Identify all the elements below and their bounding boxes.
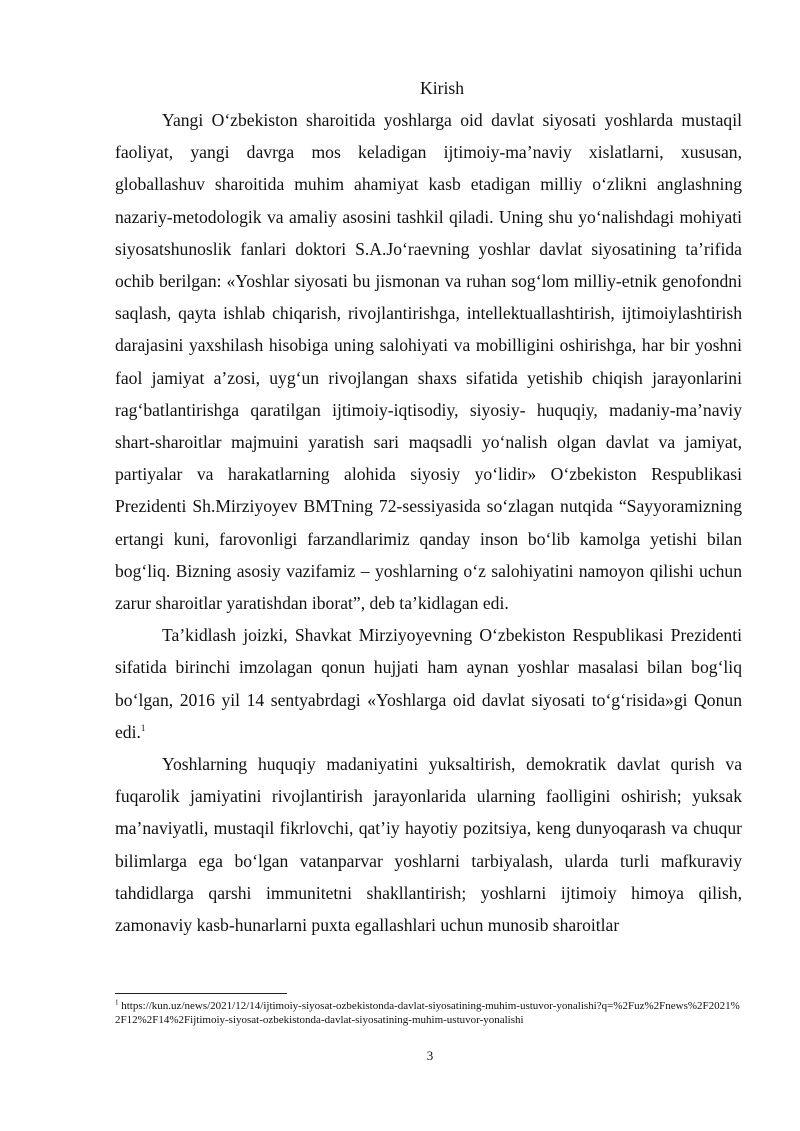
paragraph-goals — [115, 748, 742, 941]
paragraph-law-text: Ta’kidlash joizki, Shavkat Mirziyoyevning O‘zbekiston Respublikasi Prezidenti sifatida birinchi imzolagan qonun hujjati ham aynan yoshlar masalasi bilan bog‘liq bo‘lgan, 2016 yil 14 sentyabrdagi «Yoshlarga oid davlat siyosati to‘g‘risida»gi Qonun edi. — [115, 625, 742, 742]
footnote — [115, 999, 742, 1027]
page-number: 3 — [426, 1048, 434, 1063]
paragraph-law — [115, 619, 742, 748]
footnote-link[interactable]: https://kun.uz/news/2021/12/14/ijtimoiy-siyosat-ozbekistonda-davlat-siyosatining-muhim-ustuvor-yonalishi?q=%2Fuz%2Fnews%2F2021%2F12%2F14%2Fijtimoiy-siyosat-ozbekistonda-davlat-siyosatining-muhim-ustuvor-yonalishi — [115, 1000, 740, 1026]
footnote-reference[interactable]: 1 — [140, 723, 146, 733]
section-heading: Kirish — [420, 78, 464, 98]
footnote-marker: 1 — [115, 998, 119, 1007]
paragraph-goals-text: Yoshlarning huquqiy madaniyatini yuksaltirish, demokratik davlat qurish va fuqarolik jamiyatini rivojlantirish jarayonlarida ularning faolligini oshirish; yuksak ma’naviyatli, mustaqil fikrlovchi, qat’iy hayotiy pozitsiya, keng dunyoqarash va chuqur bilimlarga ega bo‘lgan vatanparvar yoshlarni tarbiyalash, ularda turli mafkuraviy tahdidlarga qarshi immunitetni shakllantirish; yoshlarni ijtimoiy himoya qilish, zamonaviy kasb-hunarlarni puxta egallashlari uchun munosib sharoitlar — [115, 754, 742, 936]
footnote-divider — [115, 993, 287, 994]
body-text — [115, 76, 742, 941]
paragraph-intro-text: Yangi O‘zbekiston sharoitida yoshlarga oid davlat siyosati yoshlarda mustaqil faoliyat, yangi davrga mos keladigan ijtimoiy-ma’naviy xislatlarni, xususan, globallashuv sharoitida muhim ahamiyat kasb etadigan milliy o‘zlikni anglashning nazariy-metodologik va amaliy asosini tashkil qiladi. Uning shu yo‘nalishdagi mohiyati siyosatshunoslik fanlari doktori S.A.Jo‘raevning yoshlar davlat siyosatining ta’rifida ochib berilgan: «Yoshlar siyosati bu jismonan va ruhan sog‘lom milliy-etnik genofondni saqlash, qayta ishlab chiqarish, rivojlantirishga, intellektuallashtirish, ijtimoiylashtirish darajasini yaxshilash hisobiga uning salohiyati va mobilligini oshirishga, har bir yoshni faol jamiyat a’zosi, uyg‘un rivojlangan shaxs sifatida yetishib chiqish jarayonlarini rag‘batlantirishga qaratilgan ijtimoiy-iqtisodiy, siyosiy- huquqiy, madaniy-ma’naviy shart-sharoitlar majmuini yaratish sari maqsadli yo‘nalish olgan davlat va jamiyat, partiyalar va harakatlarning alohida siyosiy yo‘lidir» O‘zbekiston Respublikasi Prezidenti Sh.Mirziyoyev BMTning 72-sessiyasida so‘zlagan nutqida “Sayyoramizning ertangi kuni, farovonligi farzandlarimiz qanday inson bo‘lib kamolga yetishi bilan bog‘liq. Bizning asosiy vazifamiz – yoshlarning o‘z salohiyatini namoyon qilishi uchun zarur sharoitlar yaratishdan iborat”, deb ta’kidlagan edi. — [115, 110, 742, 614]
paragraph-intro — [115, 104, 742, 619]
